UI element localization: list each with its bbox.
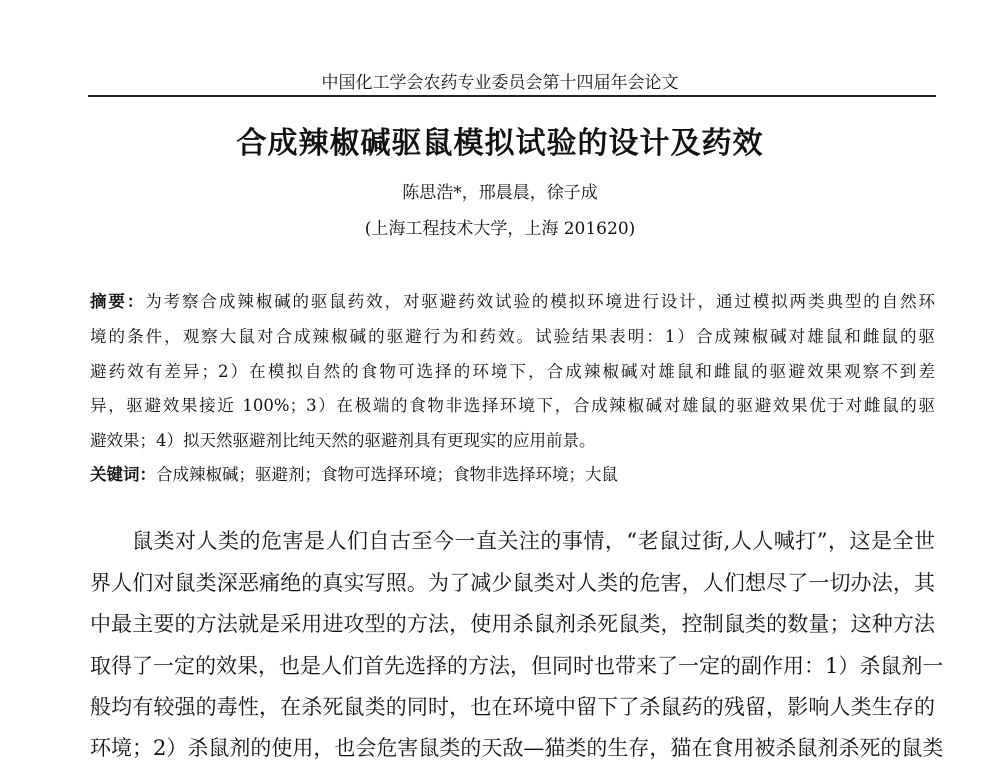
header-rule <box>88 95 936 97</box>
affiliation: (上海工程技术大学，上海 201620) <box>364 219 636 239</box>
body-line: 取得了一定的效果，也是人们首先选择的方法，但同时也带来了一定的副作用：1）杀鼠剂一 <box>90 654 944 678</box>
body-line: 环境；2）杀鼠剂的使用，也会危害鼠类的天敌—猫类的生存，猫在食用被杀鼠剂杀死的鼠类 <box>90 736 944 760</box>
body-line: 般均有较强的毒性，在杀死鼠类的同时，也在环境中留下了杀鼠药的残留，影响人类生存的 <box>90 695 935 719</box>
body-line: 中最主要的方法就是采用进攻型的方法，使用杀鼠剂杀死鼠类，控制鼠类的数量；这种方法 <box>90 612 935 636</box>
abstract-text: 为考察合成辣椒碱的驱鼠药效，对驱避药效试验的模拟环境进行设计，通过模拟两类典型的自然环 <box>145 292 936 311</box>
abstract-line: 异，驱避效果接近 100%；3）在极端的食物非选择环境下，合成辣椒碱对雄鼠的驱避效果优于对雌鼠的驱 <box>90 396 935 415</box>
abstract-line: 避效果；4）拟天然驱避剂比纯天然的驱避剂具有更现实的应用前景。 <box>90 431 596 450</box>
paper-title: 合成辣椒碱驱鼠模拟试验的设计及药效 <box>236 126 764 161</box>
abstract-line <box>90 288 935 312</box>
abstract-line: 境的条件，观察大鼠对合成辣椒碱的驱避行为和药效。试验结果表明：1）合成辣椒碱对雄鼠和雌鼠的驱 <box>90 327 935 346</box>
keywords-text: 合成辣椒碱；驱避剂；食物可选择环境；食物非选择环境；大鼠 <box>156 465 618 484</box>
body-line: 鼠类对人类的危害是人们自古至今一直关注的事情，“老鼠过街,人人喊打”，这是全世 <box>132 529 935 553</box>
keywords-line <box>90 461 935 485</box>
abstract-line: 避药效有差异；2）在模拟自然的食物可选择的环境下，合成辣椒碱对雄鼠和雌鼠的驱避效果观察不到差 <box>90 362 935 381</box>
authors: 陈思浩*，邢晨晨，徐子成 <box>402 183 598 203</box>
abstract-label: 摘要： <box>90 292 146 311</box>
body-line: 界人们对鼠类深恶痛绝的真实写照。为了减少鼠类对人类的危害，人们想尽了一切办法，其 <box>90 571 935 595</box>
keywords-label: 关键词： <box>90 465 156 484</box>
running-header: 中国化工学会农药专业委员会第十四届年会论文 <box>321 73 679 93</box>
